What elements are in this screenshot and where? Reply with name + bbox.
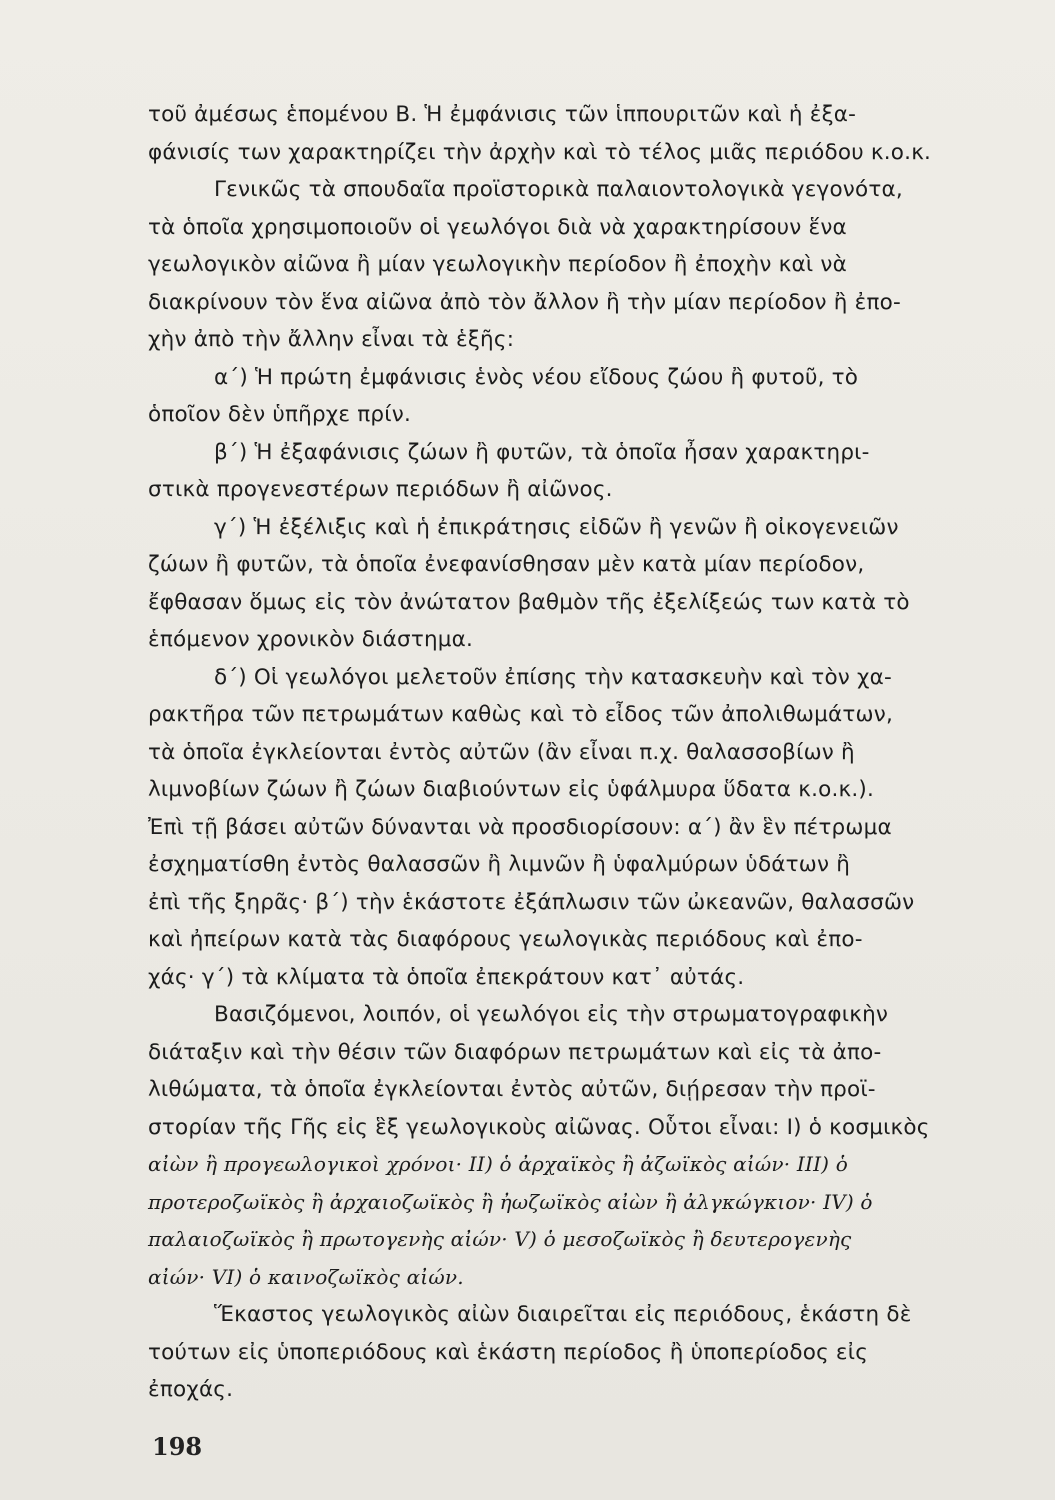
- text-line: καὶ ἠπείρων κατὰ τὰς διαφόρους γεωλογικὰς περιόδους καὶ ἐπο-: [148, 927, 863, 952]
- text-line: διάταξιν καὶ τὴν θέσιν τῶν διαφόρων πετρωμάτων καὶ εἰς τὰ ἀπο-: [148, 1039, 882, 1065]
- paragraph-start-line: Ἕκαστος γεωλογικὸς αἰὼν διαιρεῖται εἰς περιόδους, ἑκάστη δὲ: [214, 1302, 912, 1327]
- page-number: 198: [152, 1432, 203, 1461]
- text-line: ἐποχάς.: [148, 1377, 234, 1402]
- text-line: ἐπὶ τῆς ξηρᾶς· β΄) τὴν ἑκάστοτε ἐξάπλωσιν τῶν ὠκεανῶν, θαλασσῶν: [148, 889, 915, 915]
- body-text: [148, 96, 1016, 1409]
- italic-text-line: παλαιοζωϊκὸς ἢ πρωτογενὴς αἰών· V) ὁ μεσοζωϊκὸς ἢ δευτερογενὴς: [148, 1227, 852, 1251]
- italic-text-line: προτεροζωϊκὸς ἢ ἀρχαιοζωϊκὸς ἢ ἠωζωϊκὸς αἰὼν ἢ ἀλγκώγκιον· IV) ὁ: [148, 1189, 873, 1214]
- paragraph-start-line: Βασιζόμενοι, λοιπόν, οἱ γεωλόγοι εἰς τὴν στρωματογραφικὴν: [214, 1002, 889, 1027]
- text-line: στικὰ προγενεστέρων περιόδων ἢ αἰῶνος.: [148, 477, 613, 502]
- list-item-gamma-line: γ΄) Ἡ ἐξέλιξις καὶ ἡ ἐπικράτησις εἰδῶν ἢ γενῶν ἢ οἰκογενειῶν: [214, 514, 899, 540]
- text-line: ἔφθασαν ὅμως εἰς τὸν ἀνώτατον βαθμὸν τῆς ἐξελίξεώς των κατὰ τὸ: [148, 589, 910, 615]
- text-line: ἑπόμενον χρονικὸν διάστημα.: [148, 627, 474, 652]
- text-line: διακρίνουν τὸν ἕνα αἰῶνα ἀπὸ τὸν ἄλλον ἢ τὴν μίαν περίοδον ἢ ἐπο-: [148, 289, 901, 315]
- text-line: Ἐπὶ τῇ βάσει αὐτῶν δύνανται νὰ προσδιορίσουν: α΄) ἂν ἓν πέτρωμα: [148, 814, 892, 840]
- paragraph-start-line: Γενικῶς τὰ σπουδαῖα προϊστορικὰ παλαιοντολογικὰ γεγονότα,: [214, 177, 903, 202]
- text-line: χὴν ἀπὸ τὴν ἄλλην εἶναι τὰ ἑξῆς:: [148, 327, 515, 352]
- list-item-alpha-line: α΄) Ἡ πρώτη ἐμφάνισις ἑνὸς νέου εἴδους ζώου ἢ φυτοῦ, τὸ: [214, 364, 859, 390]
- text-line: στορίαν τῆς Γῆς εἰς ἓξ γεωλογικοὺς αἰῶνας. Οὗτοι εἶναι: I) ὁ κοσμικὸς: [148, 1114, 930, 1140]
- italic-text-line: αἰὼν ἢ προγεωλογικοὶ χρόνοι· II) ὁ ἀρχαϊκὸς ἢ ἀζωϊκὸς αἰών· III) ὁ: [148, 1152, 848, 1176]
- text-line: φάνισίς των χαρακτηρίζει τὴν ἀρχὴν καὶ τὸ τέλος μιᾶς περιόδου κ.ο.κ.: [148, 139, 932, 165]
- text-line: λιμνοβίων ζώων ἢ ζώων διαβιούντων εἰς ὑφάλμυρα ὕδατα κ.ο.κ.).: [148, 777, 875, 802]
- text-line: τούτων εἰς ὑποπεριόδους καὶ ἑκάστη περίοδος ἢ ὑποπερίοδος εἰς: [148, 1339, 869, 1365]
- text-line: ἐσχηματίσθη ἐντὸς θαλασσῶν ἢ λιμνῶν ἢ ὑφαλμύρων ὑδάτων ἢ: [148, 852, 851, 877]
- list-item-delta-line: δ΄) Οἱ γεωλόγοι μελετοῦν ἐπίσης τὴν κατασκευὴν καὶ τὸν χα-: [214, 664, 892, 690]
- text-line: λιθώματα, τὰ ὁποῖα ἐγκλείονται ἐντὸς αὐτῶν, διῄρεσαν τὴν προϊ-: [148, 1077, 876, 1102]
- text-line: τοῦ ἀμέσως ἑπομένου Β. Ἡ ἐμφάνισις τῶν ἱππουριτῶν καὶ ἡ ἐξα-: [148, 102, 857, 127]
- list-item-beta-line: β΄) Ἡ ἐξαφάνισις ζώων ἢ φυτῶν, τὰ ὁποῖα ἦσαν χαρακτηρι-: [214, 439, 870, 465]
- text-line: ζώων ἢ φυτῶν, τὰ ὁποῖα ἐνεφανίσθησαν μὲν κατὰ μίαν περίοδον,: [148, 552, 865, 577]
- text-line: ὁποῖον δὲν ὑπῆρχε πρίν.: [148, 402, 411, 427]
- text-line: ρακτῆρα τῶν πετρωμάτων καθὼς καὶ τὸ εἶδος τῶν ἀπολιθωμάτων,: [148, 702, 893, 727]
- text-line: τὰ ὁποῖα χρησιμοποιοῦν οἱ γεωλόγοι διὰ νὰ χαρακτηρίσουν ἕνα: [148, 214, 847, 240]
- text-line: χάς· γ΄) τὰ κλίματα τὰ ὁποῖα ἐπεκράτουν κατ᾽ αὐτάς.: [148, 964, 745, 990]
- italic-text-line: αἰών· VI) ὁ καινοζωϊκὸς αἰών.: [148, 1264, 464, 1289]
- text-line: τὰ ὁποῖα ἐγκλείονται ἐντὸς αὐτῶν (ἂν εἶναι π.χ. θαλασσοβίων ἢ: [148, 739, 855, 765]
- text-line: γεωλογικὸν αἰῶνα ἢ μίαν γεωλογικὴν περίοδον ἢ ἐποχὴν καὶ νὰ: [148, 252, 847, 277]
